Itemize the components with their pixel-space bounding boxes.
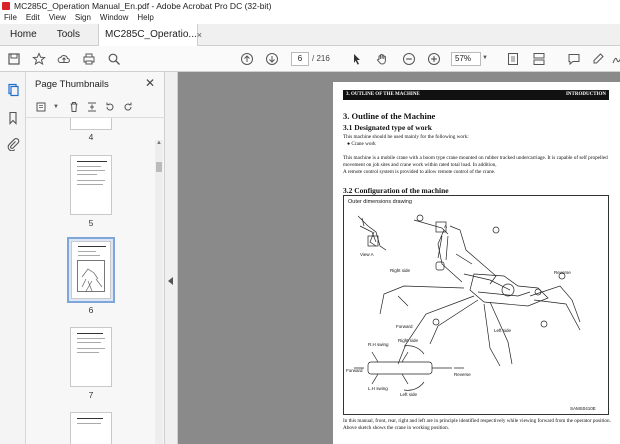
machine-diagram — [343, 195, 609, 415]
label-reverse: Reverse — [554, 270, 571, 275]
thumbnail-figure — [77, 260, 105, 292]
label-right-side: Right side — [390, 268, 411, 273]
delete-page-icon[interactable] — [66, 99, 82, 115]
select-cursor-icon[interactable] — [349, 51, 365, 67]
save-icon[interactable] — [6, 51, 22, 67]
page-total: / 216 — [312, 54, 330, 63]
tab-bar — [0, 24, 620, 46]
crane-drawing — [344, 196, 610, 416]
upload-cloud-icon[interactable] — [56, 51, 72, 67]
heading-outline: 3. Outline of the Machine — [343, 111, 436, 121]
tab-home[interactable]: Home — [10, 29, 37, 40]
window-title: MC285C_Operation Manual_En.pdf - Adobe Acrobat Pro DC (32-bit) — [14, 1, 272, 11]
collapse-panel-icon[interactable] — [168, 277, 173, 285]
rotate-counterclockwise-icon[interactable] — [102, 99, 118, 115]
paragraph-description: This machine is a mobile crane with a boom type crane mounted on rubber tracked undercarriage. It is capable of self propelled movement on job sites and crane work within rated total load. In addition, — [343, 155, 608, 168]
menu-window[interactable]: Window — [99, 13, 129, 22]
heading-designated-work: 3.1 Designated type of work — [343, 123, 432, 132]
acrobat-icon — [2, 2, 10, 10]
label-left-side-2: Left side — [400, 392, 418, 397]
menu-view[interactable]: View — [48, 13, 66, 22]
label-right-side-2: Right side — [398, 338, 419, 343]
thumbnail-page-7[interactable] — [70, 327, 112, 387]
paragraph-work: This machine should be used mainly for the following work: — [343, 134, 469, 140]
label-reverse-2: Reverse — [454, 372, 471, 377]
figure-title: Outer dimensions drawing — [348, 199, 412, 205]
thumbnail-page-6[interactable] — [71, 241, 111, 299]
zoom-dropdown-icon[interactable]: ▼ — [482, 55, 488, 61]
panel-toolbar — [26, 96, 165, 118]
insert-page-icon[interactable] — [84, 99, 100, 115]
label-forward-2: Forward — [346, 368, 363, 373]
hand-tool-icon[interactable] — [374, 51, 390, 67]
callout-a: A — [444, 224, 448, 229]
thumbnail-page-8[interactable] — [70, 412, 112, 444]
menu-help[interactable]: Help — [137, 13, 154, 22]
thumbnail-page-5[interactable] — [70, 155, 112, 215]
header-right: INTRODUCTION — [565, 92, 606, 97]
fit-page-icon[interactable] — [505, 51, 521, 67]
header-left: 3. OUTLINE OF THE MACHINE — [346, 92, 420, 97]
previous-page-icon[interactable] — [239, 51, 255, 67]
tab-document[interactable] — [98, 24, 203, 46]
bookmarks-icon[interactable] — [5, 110, 21, 126]
rotate-clockwise-icon[interactable] — [120, 99, 136, 115]
scroll-thumb[interactable] — [156, 162, 162, 172]
comment-icon[interactable] — [566, 51, 582, 67]
highlight-pen-icon[interactable] — [590, 51, 606, 67]
scroll-mode-icon[interactable] — [531, 51, 547, 67]
menu-edit[interactable]: Edit — [25, 13, 40, 22]
navigation-rail — [0, 72, 26, 444]
thumbnail-label-4: 4 — [88, 132, 94, 142]
attachments-icon[interactable] — [5, 136, 21, 152]
label-forward: Forward — [396, 324, 413, 329]
search-icon[interactable] — [106, 51, 122, 67]
menu-sign[interactable]: Sign — [74, 13, 91, 22]
options-dropdown-icon[interactable]: ▼ — [53, 104, 59, 110]
pdf-page — [333, 82, 620, 444]
zoom-level-input[interactable]: 57% — [451, 52, 481, 66]
page-thumbnails-icon[interactable] — [5, 82, 21, 98]
paragraph-remote: A remote control system is provided to allow remote control of the crane. — [343, 169, 496, 175]
title-bar — [0, 0, 620, 12]
close-panel-icon[interactable]: ✕ — [144, 76, 155, 90]
thumbnail-label-6: 6 — [88, 305, 94, 315]
panel-scrollbar[interactable] — [155, 140, 163, 444]
menu-file[interactable]: File — [4, 13, 17, 22]
close-tab-icon[interactable]: × — [196, 30, 203, 40]
page-number-input[interactable]: 6 — [291, 52, 309, 66]
zoom-out-icon[interactable] — [401, 51, 417, 67]
panel-collapse-gutter[interactable] — [165, 72, 178, 444]
panel-title: Page Thumbnails — [35, 79, 109, 90]
label-left-side: Left side — [494, 328, 512, 333]
next-page-icon[interactable] — [264, 51, 280, 67]
sign-icon[interactable] — [610, 51, 620, 67]
page-header — [343, 90, 609, 100]
thumbnail-label-7: 7 — [88, 390, 94, 400]
heading-configuration: 3.2 Configuration of the machine — [343, 186, 449, 195]
thumbnail-label-5: 5 — [88, 218, 94, 228]
zoom-in-icon[interactable] — [426, 51, 442, 67]
figure-code: SAMS0410E — [570, 406, 596, 411]
tab-tools[interactable]: Tools — [56, 29, 81, 40]
label-rh-swing: R.H swing — [368, 342, 389, 347]
bullet-crane-work: ● Crane work — [347, 141, 376, 147]
toolbar — [0, 46, 620, 72]
menu-bar — [0, 12, 620, 24]
label-view-a: View A — [360, 252, 374, 257]
bookmark-star-icon[interactable] — [31, 51, 47, 67]
thumbnail-page-4[interactable] — [70, 118, 112, 130]
tab-document-label: MC285C_Operatio... — [105, 29, 197, 40]
label-lh-swing: L.H swing — [368, 386, 388, 391]
print-icon[interactable] — [81, 51, 97, 67]
paragraph-orientation: In this manual, front, rear, right and left are in principle identified respectively while viewing forward from the operator position. Above sketch shows the crane in working position. — [343, 418, 611, 431]
scroll-up-icon[interactable]: ▲ — [156, 140, 162, 146]
